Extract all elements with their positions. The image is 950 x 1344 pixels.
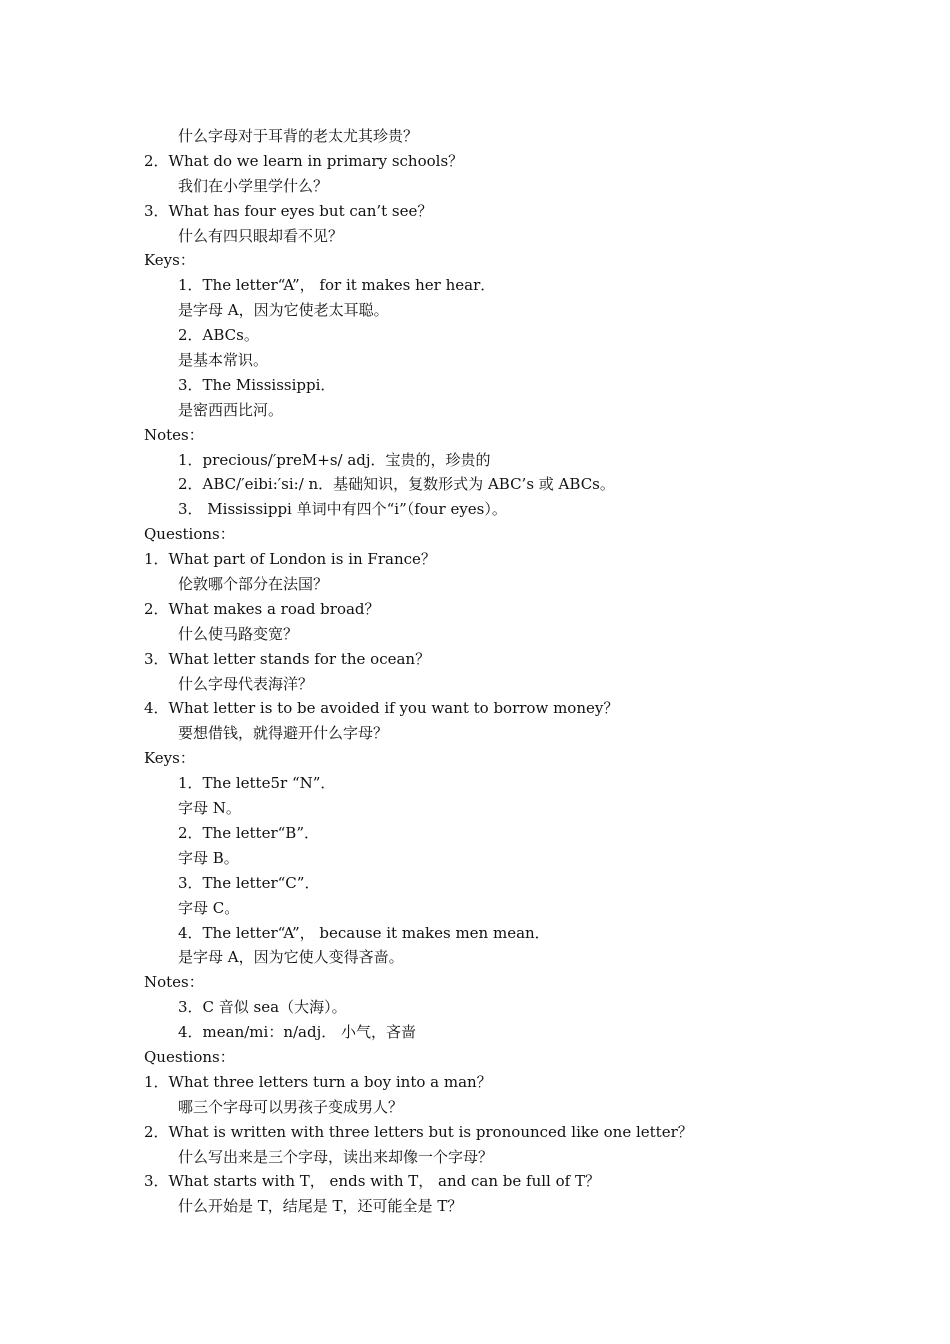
- indented-text-line: 字母 C。: [178, 898, 240, 917]
- indented-text-line: 字母 N。: [178, 799, 241, 818]
- indented-text-line: 哪三个字母可以男孩子变成男人？: [178, 1097, 404, 1116]
- indented-text-line: 什么写出来是三个字母，读出来却像一个字母？: [178, 1147, 494, 1166]
- indented-text-line: 1．The letter“A”， for it makes her hear．: [178, 276, 496, 295]
- text-line: 2．What do we learn in primary schools？: [144, 151, 464, 170]
- text-line: 3．What starts with T， ends with T， and can be full of T？: [144, 1172, 600, 1191]
- indented-text-line: 是字母 A，因为它使老太耳聪。: [178, 301, 389, 320]
- indented-text-line: 是基本常识。: [178, 351, 269, 370]
- indented-text-line: 1．The lette5r “N”．: [178, 774, 336, 793]
- indented-text-line: 3．C 音似 sea（大海）。: [178, 998, 347, 1017]
- text-line: 3．What letter stands for the ocean？: [144, 649, 431, 668]
- text-line: 2．What is written with three letters but is pronounced like one letter？: [144, 1122, 693, 1141]
- indented-text-line: 伦敦哪个部分在法国？: [178, 575, 329, 594]
- text-line: 4．What letter is to be avoided if you want to borrow money？: [144, 699, 619, 718]
- indented-text-line: 什么有四只眼却看不见？: [178, 226, 344, 245]
- text-line: Keys：: [144, 251, 195, 270]
- text-line: 1．What part of London is in France？: [144, 550, 436, 569]
- text-line: Notes：: [144, 973, 204, 992]
- indented-text-line: 要想借钱，就得避开什么字母？: [178, 724, 389, 743]
- indented-text-line: 3．The Mississippi．: [178, 375, 336, 394]
- indented-text-line: 3．The letter“C”．: [178, 873, 320, 892]
- indented-text-line: 什么开始是 T，结尾是 T，还可能全是 T？: [178, 1197, 463, 1216]
- indented-text-line: 4．The letter“A”， because it makes men mean．: [178, 923, 550, 942]
- indented-text-line: 字母 B。: [178, 848, 239, 867]
- indented-text-line: 是密西西比河。: [178, 400, 284, 419]
- document-page: [0, 124, 950, 1219]
- indented-text-line: 2．The letter“B”．: [178, 823, 319, 842]
- indented-text-line: 2．ABCs。: [178, 326, 259, 345]
- text-line: 1．What three letters turn a boy into a man？: [144, 1072, 492, 1091]
- indented-text-line: 2．ABC/′eibi:′si:/ n．基础知识，复数形式为 ABC’s 或 ABCs。: [178, 475, 615, 494]
- indented-text-line: 什么使马路变宽？: [178, 624, 299, 643]
- indented-text-line: 什么字母代表海洋？: [178, 674, 314, 693]
- text-line: 2．What makes a road broad？: [144, 599, 380, 618]
- indented-text-line: 1．precious/′preM+s/ adj．宝贵的，珍贵的: [178, 450, 491, 469]
- text-line: Keys：: [144, 749, 195, 768]
- indented-text-line: 是字母 A，因为它使人变得吝啬。: [178, 948, 404, 967]
- text-line: Questions：: [144, 1047, 235, 1066]
- indented-text-line: 3． Mississippi 单词中有四个“i”（four eyes）。: [178, 500, 507, 519]
- indented-text-line: 4．mean/mi：n/adj． 小气，吝啬: [178, 1023, 417, 1042]
- indented-text-line: 我们在小学里学什么？: [178, 176, 329, 195]
- text-line: Questions：: [144, 525, 235, 544]
- indented-text-line: 什么字母对于耳背的老太尤其珍贵？: [178, 127, 419, 145]
- text-line: 3．What has four eyes but can’t see？: [144, 201, 433, 220]
- text-line: Notes：: [144, 425, 204, 444]
